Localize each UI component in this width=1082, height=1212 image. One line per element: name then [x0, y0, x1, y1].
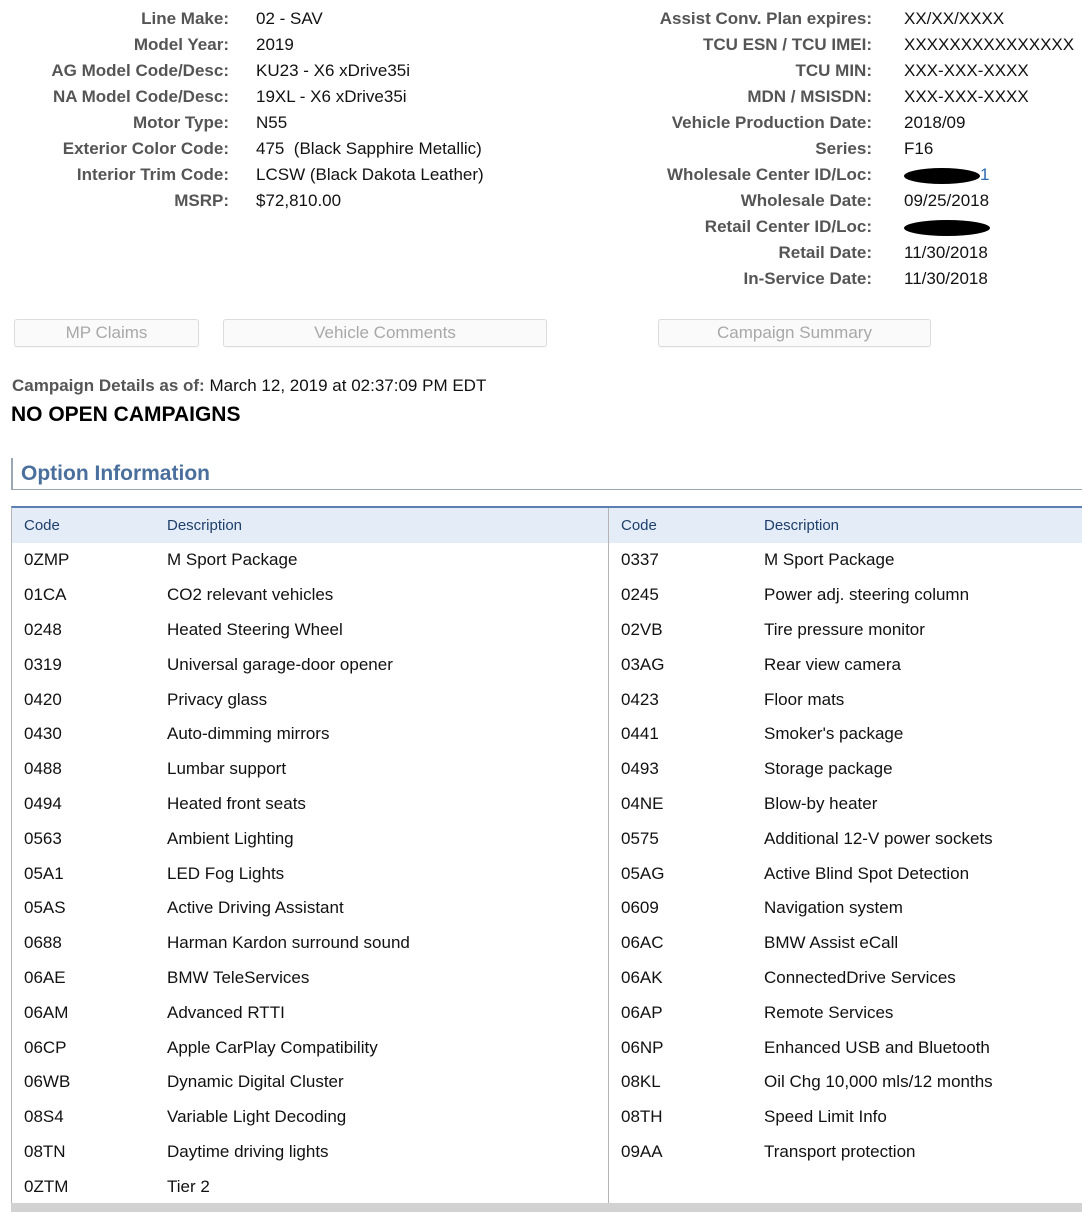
option-description: M Sport Package [764, 550, 895, 570]
option-code: 09AA [621, 1141, 663, 1161]
vehicle-info-right [600, 6, 1074, 292]
table-row [12, 1100, 608, 1135]
option-description: LED Fog Lights [167, 863, 285, 883]
motor-type-row [0, 110, 484, 136]
ag-model-label: AG Model Code/Desc: [51, 61, 229, 80]
table-row [609, 995, 1082, 1030]
option-description: Privacy glass [167, 689, 268, 709]
option-code: 0494 [24, 793, 62, 813]
option-description: Daytime driving lights [167, 1141, 329, 1161]
model-year-label: Model Year: [133, 35, 229, 54]
retail-center-row [600, 214, 1074, 240]
option-code: 0423 [621, 689, 659, 709]
option-code: 0248 [24, 619, 62, 639]
option-description: Floor mats [764, 689, 845, 709]
model-year-value: 2019 [256, 35, 294, 54]
table-row [609, 1100, 1082, 1135]
table-row [12, 856, 608, 891]
table-row [12, 543, 608, 578]
vehicle-info-left [0, 6, 484, 214]
vehicle-comments-button[interactable]: Vehicle Comments [223, 319, 547, 347]
table-header [609, 508, 1082, 543]
option-code: 0688 [24, 933, 62, 953]
option-description: BMW Assist eCall [764, 933, 899, 953]
table-row [609, 717, 1082, 752]
option-code: 0493 [621, 759, 659, 779]
campaign-details [12, 376, 486, 396]
tcu-esn-row [600, 32, 1074, 58]
option-code: 0609 [621, 898, 659, 918]
option-description: Heated front seats [167, 793, 306, 813]
campaign-status: NO OPEN CAMPAIGNS [11, 403, 241, 426]
assist-plan-row [600, 6, 1074, 32]
option-description: Additional 12-V power sockets [764, 828, 993, 848]
series-value: F16 [904, 139, 934, 158]
option-code: 0ZMP [24, 550, 70, 570]
wholesale-center-label: Wholesale Center ID/Loc: [667, 165, 872, 184]
tcu-min-value: XXX-XXX-XXXX [904, 61, 1029, 80]
option-code: 06AP [621, 1002, 663, 1022]
option-code: 03AG [621, 654, 665, 674]
table-row [609, 647, 1082, 682]
option-description: Transport protection [764, 1141, 916, 1161]
option-code: 06AE [24, 967, 66, 987]
production-date-label: Vehicle Production Date: [671, 113, 872, 132]
option-description: Storage package [764, 759, 893, 779]
table-row [609, 821, 1082, 856]
table-row [12, 821, 608, 856]
option-column-left [12, 508, 609, 1206]
table-row [12, 787, 608, 822]
option-code: 05AS [24, 898, 66, 918]
option-code: 06AC [621, 933, 664, 953]
option-description: ConnectedDrive Services [764, 967, 956, 987]
wholesale-date-value: 09/25/2018 [904, 191, 990, 210]
option-code: 04NE [621, 793, 664, 813]
code-header: Code [24, 517, 60, 534]
option-code: 06AK [621, 967, 663, 987]
option-code: 0441 [621, 724, 659, 744]
ag-model-row [0, 58, 484, 84]
description-header: Description [764, 517, 840, 534]
option-code: 06CP [24, 1037, 67, 1057]
in-service-date-row [600, 266, 1074, 292]
option-description: Universal garage-door opener [167, 654, 393, 674]
option-code: 0488 [24, 759, 62, 779]
table-row [12, 1065, 608, 1100]
mdn-row [600, 84, 1074, 110]
table-row [12, 891, 608, 926]
table-row [12, 926, 608, 961]
option-information-title: Option Information [21, 462, 210, 485]
retail-center-value[interactable] [872, 214, 990, 240]
na-model-value: 19XL - X6 xDrive35i [256, 87, 407, 106]
production-date-row [600, 110, 1074, 136]
in-service-date-label: In-Service Date: [743, 269, 872, 288]
tcu-esn-label: TCU ESN / TCU IMEI: [702, 35, 872, 54]
table-header [12, 508, 608, 543]
option-description: Remote Services [764, 1002, 894, 1022]
table-row [12, 995, 608, 1030]
mdn-value: XXX-XXX-XXXX [904, 87, 1029, 106]
series-label: Series: [815, 139, 872, 158]
option-description: Apple CarPlay Compatibility [167, 1037, 378, 1057]
table-row [12, 682, 608, 717]
retail-date-value: 11/30/2018 [904, 243, 988, 262]
line-make-row [0, 6, 484, 32]
option-table [11, 506, 1082, 1206]
option-code: 0575 [621, 828, 659, 848]
motor-type-value: N55 [256, 113, 288, 132]
option-code: 08KL [621, 1072, 661, 1092]
table-row [12, 717, 608, 752]
na-model-label: NA Model Code/Desc: [52, 87, 229, 106]
table-row [12, 1169, 608, 1204]
option-description: Active Driving Assistant [167, 898, 344, 918]
table-row [609, 856, 1082, 891]
horizontal-scrollbar[interactable] [11, 1203, 1082, 1212]
msrp-row [0, 188, 484, 214]
interior-trim-label: Interior Trim Code: [76, 165, 229, 184]
option-description: Tier 2 [167, 1176, 210, 1196]
production-date-value: 2018/09 [904, 113, 966, 132]
option-description: Power adj. steering column [764, 585, 970, 605]
option-description: Oil Chg 10,000 mls/12 months [764, 1072, 993, 1092]
table-row [12, 613, 608, 648]
table-row [609, 787, 1082, 822]
interior-trim-row [0, 162, 484, 188]
option-description: BMW TeleServices [167, 967, 310, 987]
tcu-esn-value: XXXXXXXXXXXXXXX [904, 35, 1075, 54]
option-description: M Sport Package [167, 550, 298, 570]
table-row [609, 613, 1082, 648]
msrp-value: $72,810.00 [256, 191, 342, 210]
option-description: Blow-by heater [764, 793, 878, 813]
option-description: Rear view camera [764, 654, 901, 674]
table-row [609, 961, 1082, 996]
assist-plan-label: Assist Conv. Plan expires: [659, 9, 872, 28]
option-rows-left [12, 543, 608, 1204]
redaction-mark [904, 220, 990, 236]
option-description: Active Blind Spot Detection [764, 863, 970, 883]
assist-plan-value: XX/XX/XXXX [904, 9, 1005, 28]
table-row [609, 578, 1082, 613]
exterior-color-row [0, 136, 484, 162]
table-row [609, 752, 1082, 787]
option-information-header [11, 458, 1082, 490]
wholesale-date-row [600, 188, 1074, 214]
option-code: 06WB [24, 1072, 71, 1092]
interior-trim-value: LCSW (Black Dakota Leather) [256, 165, 484, 184]
retail-date-label: Retail Date: [778, 243, 872, 262]
option-description: Heated Steering Wheel [167, 619, 343, 639]
retail-date-row [600, 240, 1074, 266]
table-row [12, 647, 608, 682]
option-rows-right [609, 543, 1082, 1169]
option-description: Tire pressure monitor [764, 619, 925, 639]
msrp-label: MSRP: [174, 191, 229, 210]
mdn-label: MDN / MSISDN: [747, 87, 872, 106]
description-header: Description [167, 517, 243, 534]
ag-model-value: KU23 - X6 xDrive35i [256, 61, 411, 80]
option-description: Ambient Lighting [167, 828, 294, 848]
wholesale-center-row [600, 162, 1074, 188]
campaign-details-value: March 12, 2019 at 02:37:09 PM EDT [209, 376, 487, 395]
tcu-min-row [600, 58, 1074, 84]
na-model-row [0, 84, 484, 110]
option-description: Harman Kardon surround sound [167, 933, 410, 953]
table-row [609, 891, 1082, 926]
line-make-value: 02 - SAV [256, 9, 323, 28]
series-row [600, 136, 1074, 162]
table-row [12, 961, 608, 996]
option-description: Auto-dimming mirrors [167, 724, 330, 744]
option-code: 0ZTM [24, 1176, 69, 1196]
option-description: Dynamic Digital Cluster [167, 1072, 344, 1092]
option-code: 06AM [24, 1002, 69, 1022]
in-service-date-value: 11/30/2018 [904, 269, 988, 288]
model-year-row [0, 32, 484, 58]
code-header: Code [621, 517, 657, 534]
option-description: Enhanced USB and Bluetooth [764, 1037, 990, 1057]
line-make-label: Line Make: [141, 9, 229, 28]
option-code: 0563 [24, 828, 62, 848]
table-row [609, 1135, 1082, 1170]
motor-type-label: Motor Type: [132, 113, 229, 132]
table-row [12, 752, 608, 787]
table-row [12, 1135, 608, 1170]
campaign-details-label: Campaign Details as of: [12, 376, 205, 395]
table-row [609, 543, 1082, 578]
option-code: 0319 [24, 654, 62, 674]
option-code: 0420 [24, 689, 62, 709]
option-description: Lumbar support [167, 759, 287, 779]
redaction-mark [904, 168, 980, 184]
table-row [12, 1030, 608, 1065]
table-row [609, 1030, 1082, 1065]
option-code: 05A1 [24, 863, 64, 883]
table-row [609, 682, 1082, 717]
exterior-color-label: Exterior Color Code: [62, 139, 229, 158]
wholesale-center-link[interactable]: 1 [980, 165, 990, 184]
option-code: 08TH [621, 1107, 663, 1127]
wholesale-center-value[interactable] [872, 162, 989, 188]
mp-claims-button[interactable]: MP Claims [14, 319, 199, 347]
option-description: Advanced RTTI [167, 1002, 285, 1022]
wholesale-date-label: Wholesale Date: [740, 191, 872, 210]
option-column-right [609, 508, 1082, 1206]
campaign-summary-button[interactable]: Campaign Summary [658, 319, 931, 347]
table-row [609, 926, 1082, 961]
option-description: Navigation system [764, 898, 903, 918]
option-code: 06NP [621, 1037, 664, 1057]
option-code: 0245 [621, 585, 659, 605]
option-code: 02VB [621, 619, 663, 639]
option-code: 0430 [24, 724, 62, 744]
option-code: 0337 [621, 550, 659, 570]
table-row [609, 1065, 1082, 1100]
option-description: CO2 relevant vehicles [167, 585, 334, 605]
option-description: Smoker's package [764, 724, 904, 744]
option-code: 08S4 [24, 1107, 64, 1127]
table-row [12, 578, 608, 613]
option-code: 05AG [621, 863, 665, 883]
tcu-min-label: TCU MIN: [795, 61, 872, 80]
retail-center-label: Retail Center ID/Loc: [704, 217, 872, 236]
exterior-color-value: 475 (Black Sapphire Metallic) [256, 139, 482, 158]
option-code: 08TN [24, 1141, 66, 1161]
option-code: 01CA [24, 585, 67, 605]
option-description: Variable Light Decoding [167, 1107, 347, 1127]
option-description: Speed Limit Info [764, 1107, 887, 1127]
